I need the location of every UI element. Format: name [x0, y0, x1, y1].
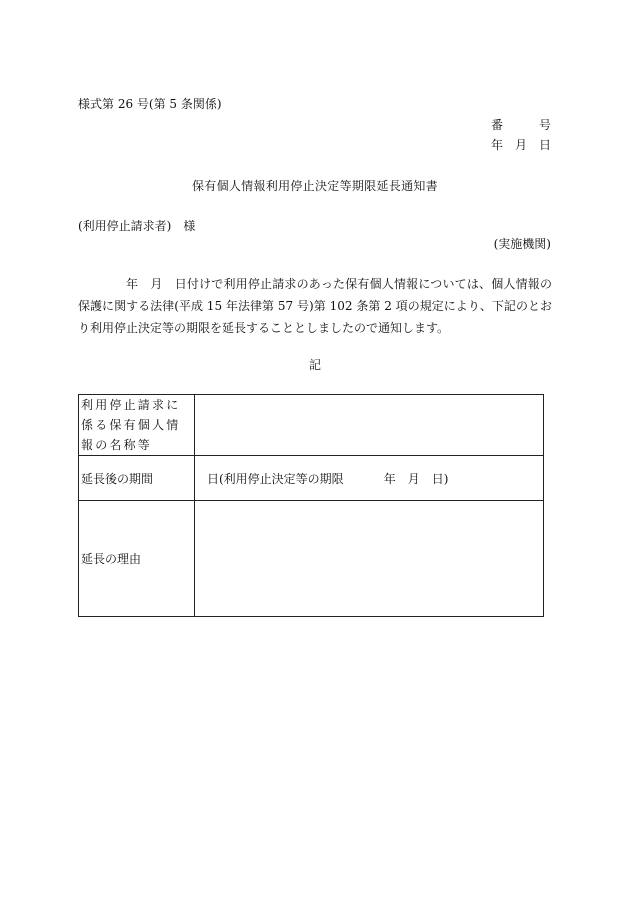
table-row — [79, 456, 544, 501]
extension-period-label: 延長後の期間 — [79, 456, 195, 501]
info-name-label: 利用停止請求に係る保有個人情報の名称等 — [79, 395, 195, 456]
page-title: 保有個人情報利用停止決定等期限延長通知書 — [191, 179, 438, 193]
extension-reason-label: 延長の理由 — [79, 501, 195, 617]
document-date-label: 年 月 日 — [490, 138, 551, 152]
document-number-label: 番 号 — [490, 118, 551, 132]
info-name-value — [195, 395, 544, 456]
table-row — [79, 395, 544, 456]
extension-period-prefix: 日(利用停止決定等の期限 — [207, 471, 344, 486]
form-number: 様式第 26 号(第 5 条関係) — [78, 97, 222, 111]
table-row — [79, 501, 544, 617]
extension-period-month: 月 — [407, 471, 420, 486]
extension-period-year: 年 — [383, 471, 396, 486]
ki-heading: 記 — [308, 358, 321, 372]
details-table — [78, 394, 544, 617]
extension-period-value — [195, 456, 544, 501]
addressee: (利用停止請求者) 様 — [78, 219, 196, 233]
extension-period-day: 日) — [431, 471, 449, 486]
notice-body: 年 月 日付けで利用停止請求のあった保有個人情報については、個人情報の保護に関する法律(平成 15 年法律第 57 号)第 102 条第 2 項の規定により、下記のとおり利用停止決定等の期限を延長することとしましたので通知します。 — [78, 277, 552, 335]
issuing-agency: (実施機関) — [493, 237, 551, 251]
extension-reason-value — [195, 501, 544, 617]
